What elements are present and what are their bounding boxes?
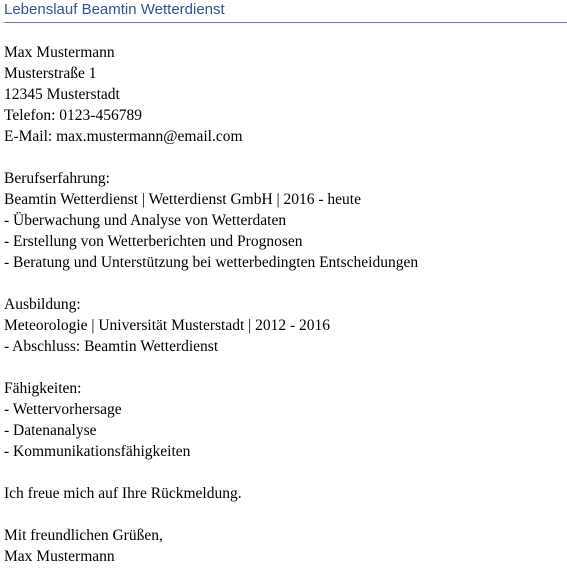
spacer — [4, 147, 563, 168]
education-heading: Ausbildung: — [4, 296, 81, 313]
document-title: Lebenslauf Beamtin Wetterdienst — [4, 1, 225, 18]
contact-street: Musterstraße 1 — [4, 65, 97, 82]
experience-heading: Berufserfahrung: — [4, 170, 110, 187]
experience-item: - Erstellung von Wetterberichten und Prognosen — [4, 233, 303, 250]
contact-phone: Telefon: 0123-456789 — [4, 107, 142, 124]
experience-entry: Beamtin Wetterdienst | Wetterdienst GmbH | 2016 - heute — [4, 191, 361, 208]
document-body — [4, 42, 563, 567]
closing-signature: Max Mustermann — [4, 548, 115, 565]
contact-email: E-Mail: max.mustermann@email.com — [4, 128, 243, 145]
contact-name: Max Mustermann — [4, 44, 115, 61]
spacer — [4, 273, 563, 294]
spacer — [4, 504, 563, 525]
experience-item: - Überwachung und Analyse von Wetterdaten — [4, 212, 287, 229]
skills-heading: Fähigkeiten: — [4, 380, 82, 397]
closing-salutation: Mit freundlichen Grüßen, — [4, 527, 163, 544]
skills-item: - Wettervorhersage — [4, 401, 122, 418]
spacer — [4, 357, 563, 378]
education-entry: Meteorologie | Universität Musterstadt | 2012 - 2016 — [4, 317, 331, 334]
contact-city: 12345 Musterstadt — [4, 86, 120, 103]
spacer — [4, 462, 563, 483]
skills-item: - Kommunikationsfähigkeiten — [4, 443, 191, 460]
education-item: - Abschluss: Beamtin Wetterdienst — [4, 338, 219, 355]
closing-text: Ich freue mich auf Ihre Rückmeldung. — [4, 485, 242, 502]
title-divider — [4, 22, 567, 23]
skills-item: - Datenanalyse — [4, 422, 97, 439]
experience-item: - Beratung und Unterstützung bei wetterbedingten Entscheidungen — [4, 254, 419, 271]
